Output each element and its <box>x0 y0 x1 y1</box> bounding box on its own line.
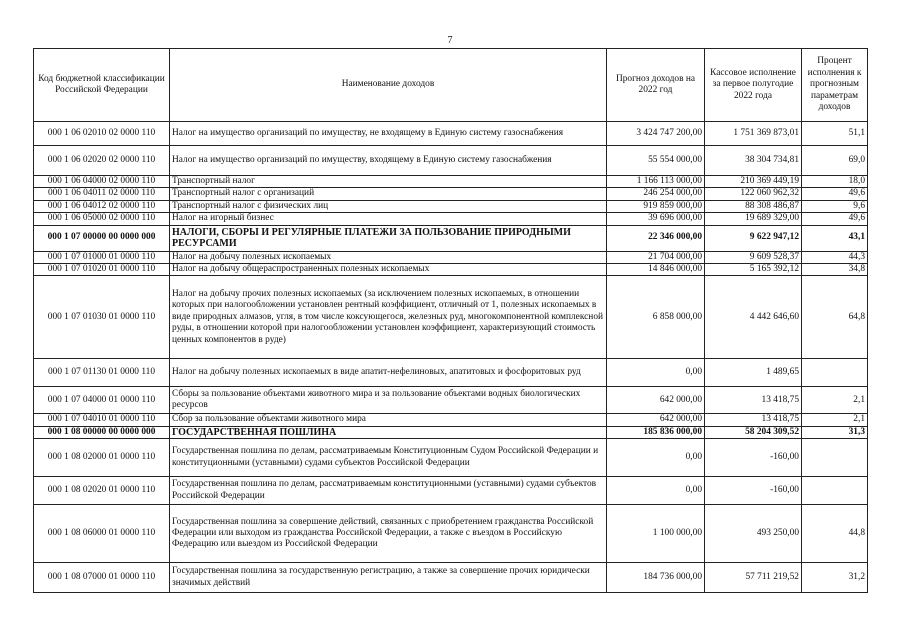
forecast-cell: 919 859 000,00 <box>607 200 705 212</box>
table-row <box>34 387 868 414</box>
budget-code-cell: 000 1 07 01030 01 0000 110 <box>34 276 170 359</box>
table-row <box>34 439 868 477</box>
cash-execution-cell: 88 308 486,87 <box>705 200 802 212</box>
forecast-cell: 39 696 000,00 <box>607 213 705 225</box>
budget-code-cell: 000 1 06 04000 02 0000 110 <box>34 176 170 188</box>
budget-code-cell: 000 1 07 01020 01 0000 110 <box>34 264 170 276</box>
forecast-cell: 0,00 <box>607 359 705 387</box>
revenue-name-cell: Налог на добычу прочих полезных ископаемых (за исключением полезных ископаемых, в отношении которых при налогообложении установлен рентный коэффициент, отличный от 1, полезных ископаемых в виде природных алмазов, угля, в том числе коксующегося, железных руд, многокомпонентной комплексной руды, в отношении которой при налогообложении установлен коэффициент, характеризующий стоимость ценных компонентов в руде) <box>170 276 607 359</box>
cash-execution-cell: 13 418,75 <box>705 414 802 426</box>
percent-cell: 18,0 <box>802 176 868 188</box>
cash-execution-cell: -160,00 <box>705 477 802 505</box>
budget-code-cell: 000 1 08 00000 00 0000 000 <box>34 426 170 438</box>
revenue-name-cell: Сбор за пользование объектами животного мира <box>170 414 607 426</box>
table-body <box>34 122 868 593</box>
header-code: Код бюджетной классификации Российской Федерации <box>34 49 170 122</box>
percent-cell: 2,1 <box>802 387 868 414</box>
percent-cell: 51,1 <box>802 122 868 146</box>
table-row <box>34 251 868 263</box>
budget-code-cell: 000 1 07 00000 00 0000 000 <box>34 225 170 251</box>
forecast-cell: 3 424 747 200,00 <box>607 122 705 146</box>
forecast-cell: 0,00 <box>607 439 705 477</box>
table-row <box>34 264 868 276</box>
revenue-name-cell: Государственная пошлина за совершение действий, связанных с приобретением гражданства Российской Федерации или выходом из гражданства Российской Федерации, а также с въездом в Российскую Федерацию или выездом из Российской Федерации <box>170 505 607 563</box>
table-row <box>34 359 868 387</box>
forecast-cell: 1 166 113 000,00 <box>607 176 705 188</box>
cash-execution-cell: 9 609 528,37 <box>705 251 802 263</box>
forecast-cell: 1 100 000,00 <box>607 505 705 563</box>
forecast-cell: 0,00 <box>607 477 705 505</box>
table-row <box>34 188 868 200</box>
table-row <box>34 213 868 225</box>
percent-cell <box>802 359 868 387</box>
percent-cell: 43,1 <box>802 225 868 251</box>
forecast-cell: 21 704 000,00 <box>607 251 705 263</box>
percent-cell <box>802 439 868 477</box>
header-name: Наименование доходов <box>170 49 607 122</box>
cash-execution-cell: 38 304 734,81 <box>705 146 802 176</box>
cash-execution-cell: 1 489,65 <box>705 359 802 387</box>
revenue-name-cell: Транспортный налог с организаций <box>170 188 607 200</box>
table-row <box>34 414 868 426</box>
table-row <box>34 176 868 188</box>
percent-cell: 31,2 <box>802 563 868 593</box>
cash-execution-cell: 1 751 369 873,01 <box>705 122 802 146</box>
cash-execution-cell: 19 689 329,00 <box>705 213 802 225</box>
forecast-cell: 6 858 000,00 <box>607 276 705 359</box>
revenue-name-cell: Налог на добычу полезных ископаемых в виде апатит-нефелиновых, апатитовых и фосфоритовых руд <box>170 359 607 387</box>
header-percent: Процент исполнения к прогнозным параметрам доходов <box>802 49 868 122</box>
budget-code-cell: 000 1 06 04012 02 0000 110 <box>34 200 170 212</box>
budget-code-cell: 000 1 08 02000 01 0000 110 <box>34 439 170 477</box>
percent-cell: 49,6 <box>802 213 868 225</box>
budget-code-cell: 000 1 06 04011 02 0000 110 <box>34 188 170 200</box>
forecast-cell: 14 846 000,00 <box>607 264 705 276</box>
cash-execution-cell: 4 442 646,60 <box>705 276 802 359</box>
table-row <box>34 225 868 251</box>
budget-code-cell: 000 1 06 02010 02 0000 110 <box>34 122 170 146</box>
percent-cell <box>802 477 868 505</box>
table-header-row <box>34 49 868 122</box>
budget-code-cell: 000 1 08 07000 01 0000 110 <box>34 563 170 593</box>
percent-cell: 2,1 <box>802 414 868 426</box>
percent-cell: 49,6 <box>802 188 868 200</box>
cash-execution-cell: -160,00 <box>705 439 802 477</box>
budget-code-cell: 000 1 07 04000 01 0000 110 <box>34 387 170 414</box>
table-row <box>34 146 868 176</box>
table-row <box>34 200 868 212</box>
table-row <box>34 505 868 563</box>
cash-execution-cell: 57 711 219,52 <box>705 563 802 593</box>
forecast-cell: 22 346 000,00 <box>607 225 705 251</box>
percent-cell: 44,3 <box>802 251 868 263</box>
percent-cell: 31,3 <box>802 426 868 438</box>
revenue-table <box>33 48 868 593</box>
cash-execution-cell: 58 204 309,52 <box>705 426 802 438</box>
forecast-cell: 185 836 000,00 <box>607 426 705 438</box>
page-number: 7 <box>447 35 453 46</box>
revenue-name-cell: НАЛОГИ, СБОРЫ И РЕГУЛЯРНЫЕ ПЛАТЕЖИ ЗА ПОЛЬЗОВАНИЕ ПРИРОДНЫМИ РЕСУРСАМИ <box>170 225 607 251</box>
revenue-name-cell: Государственная пошлина по делам, рассматриваемым конституционными (уставными) судами субъектов Российской Федерации <box>170 477 607 505</box>
budget-code-cell: 000 1 06 02020 02 0000 110 <box>34 146 170 176</box>
forecast-cell: 246 254 000,00 <box>607 188 705 200</box>
header-forecast: Прогноз доходов на 2022 год <box>607 49 705 122</box>
revenue-name-cell: Государственная пошлина по делам, рассматриваемым Конституционным Судом Российской Федерации и конституционными (уставными) судами субъектов Российской Федерации <box>170 439 607 477</box>
table-row <box>34 477 868 505</box>
cash-execution-cell: 210 369 449,19 <box>705 176 802 188</box>
revenue-name-cell: Транспортный налог <box>170 176 607 188</box>
budget-code-cell: 000 1 08 02020 01 0000 110 <box>34 477 170 505</box>
percent-cell: 44,8 <box>802 505 868 563</box>
revenue-name-cell: Налог на имущество организаций по имуществу, не входящему в Единую систему газоснабжения <box>170 122 607 146</box>
revenue-name-cell: ГОСУДАРСТВЕННАЯ ПОШЛИНА <box>170 426 607 438</box>
cash-execution-cell: 122 060 962,32 <box>705 188 802 200</box>
table-row <box>34 563 868 593</box>
budget-code-cell: 000 1 07 04010 01 0000 110 <box>34 414 170 426</box>
revenue-name-cell: Транспортный налог с физических лиц <box>170 200 607 212</box>
header-cash: Кассовое исполнение за первое полугодие 2022 года <box>705 49 802 122</box>
cash-execution-cell: 493 250,00 <box>705 505 802 563</box>
percent-cell: 64,8 <box>802 276 868 359</box>
budget-code-cell: 000 1 07 01130 01 0000 110 <box>34 359 170 387</box>
cash-execution-cell: 9 622 947,12 <box>705 225 802 251</box>
percent-cell: 69,0 <box>802 146 868 176</box>
table-row <box>34 122 868 146</box>
cash-execution-cell: 13 418,75 <box>705 387 802 414</box>
revenue-name-cell: Налог на игорный бизнес <box>170 213 607 225</box>
budget-code-cell: 000 1 08 06000 01 0000 110 <box>34 505 170 563</box>
revenue-name-cell: Государственная пошлина за государственную регистрацию, а также за совершение прочих юридически значимых действий <box>170 563 607 593</box>
percent-cell: 34,8 <box>802 264 868 276</box>
forecast-cell: 642 000,00 <box>607 387 705 414</box>
budget-code-cell: 000 1 06 05000 02 0000 110 <box>34 213 170 225</box>
table-row <box>34 426 868 438</box>
revenue-name-cell: Налог на добычу полезных ископаемых <box>170 251 607 263</box>
revenue-name-cell: Налог на добычу общераспространенных полезных ископаемых <box>170 264 607 276</box>
percent-cell: 9,6 <box>802 200 868 212</box>
revenue-name-cell: Сборы за пользование объектами животного мира и за пользование объектами водных биологических ресурсов <box>170 387 607 414</box>
revenue-name-cell: Налог на имущество организаций по имуществу, входящему в Единую систему газоснабжения <box>170 146 607 176</box>
forecast-cell: 55 554 000,00 <box>607 146 705 176</box>
forecast-cell: 184 736 000,00 <box>607 563 705 593</box>
table-row <box>34 276 868 359</box>
budget-code-cell: 000 1 07 01000 01 0000 110 <box>34 251 170 263</box>
forecast-cell: 642 000,00 <box>607 414 705 426</box>
cash-execution-cell: 5 165 392,12 <box>705 264 802 276</box>
